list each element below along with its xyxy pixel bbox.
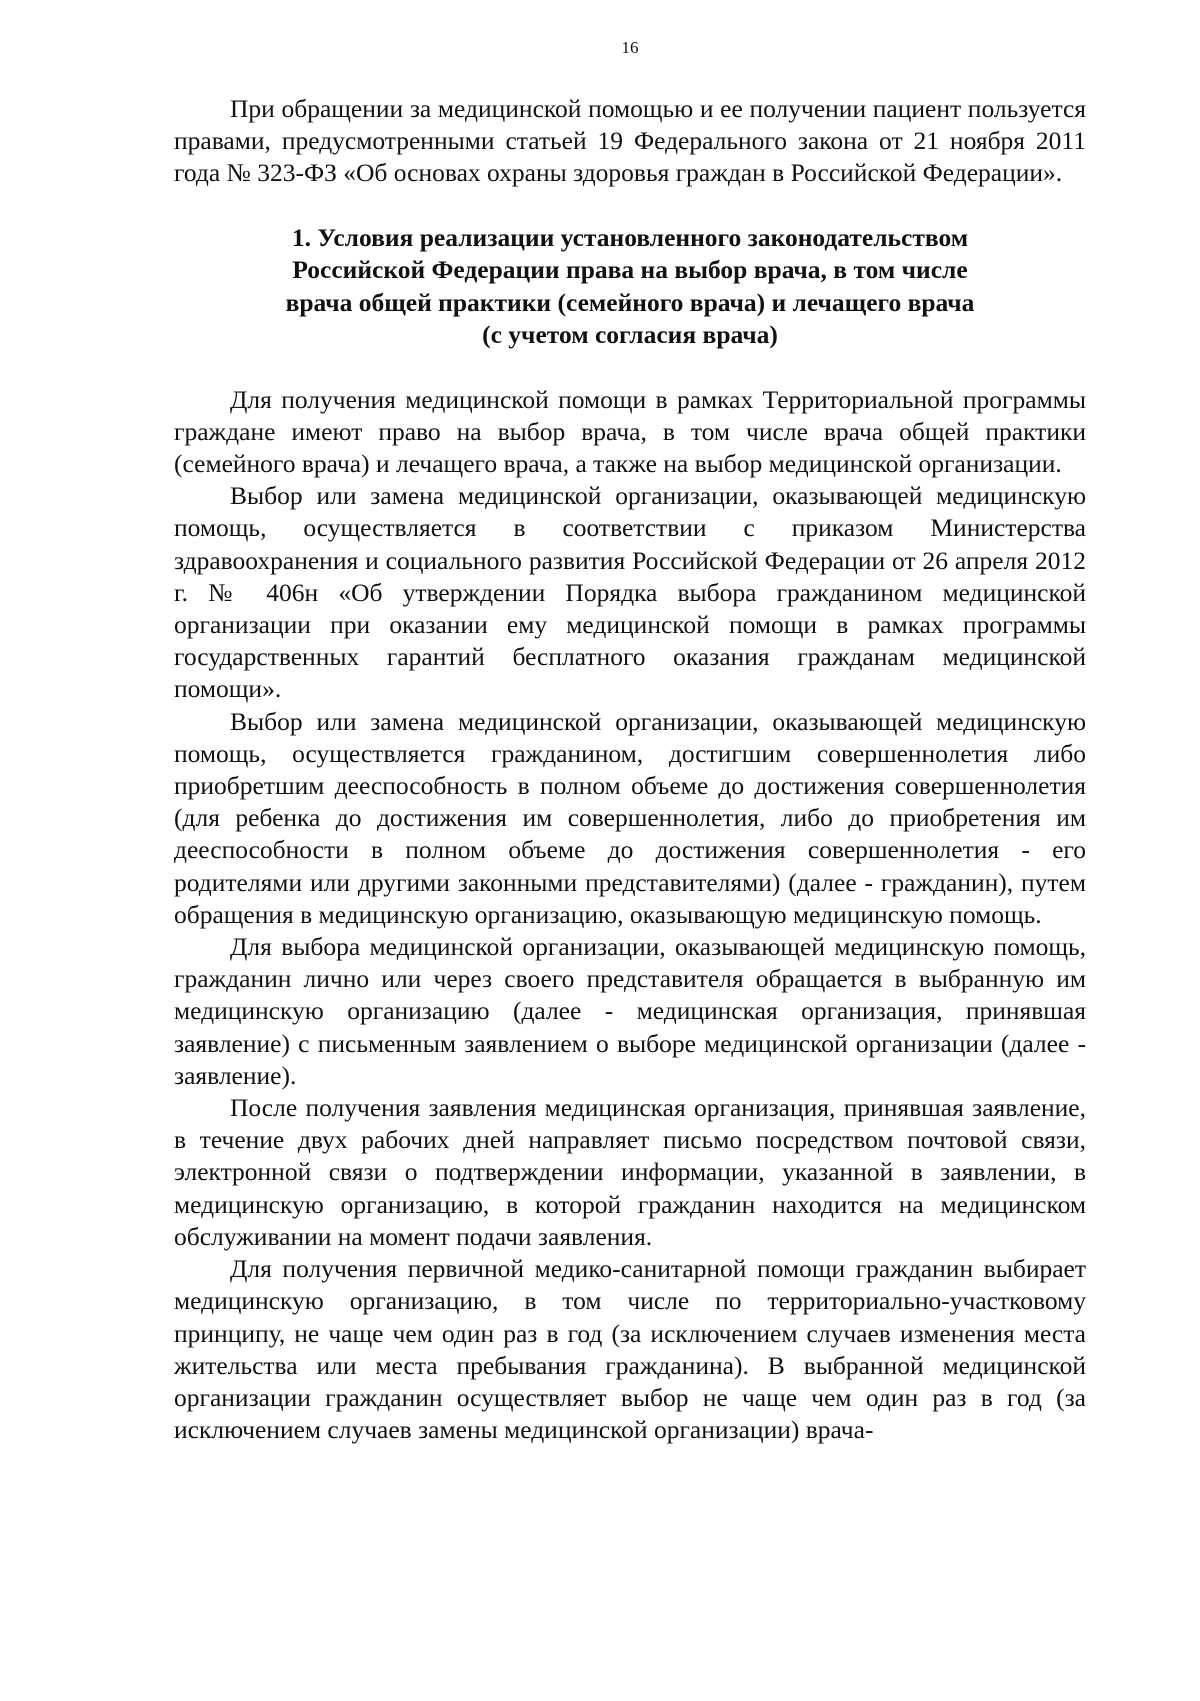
- body-paragraph: Выбор или замена медицинской организации, оказывающей медицинскую помощь, осуществляется гражданином, достигшим совершеннолетия либо приобретшим дееспособность в полном объеме до достижения совершеннолетия (для ребенка до достижения им совершеннолетия, либо до приобретения им дееспособности в полном объеме до достижения совершеннолетия - его родителями или другими законными представителями) (далее - гражданин), путем обращения в медицинскую организацию, оказывающую медицинскую помощь.: [174, 706, 1086, 929]
- section-heading-line: 1. Условия реализации установленного законодательством: [291, 222, 969, 252]
- section-heading-line: Российской Федерации права на выбор врача, в том числе: [292, 255, 968, 285]
- body-paragraph: Для получения первичной медико-санитарной помощи гражданин выбирает медицинскую организацию, в том числе по территориально-участковому принципу, не чаще чем один раз в год (за исключением случаев изменения места жительства или места пребывания гражданина). В выбранной медицинской организации гражданин осуществляет выбор не чаще чем один раз в год (за исключением случаев замены медицинской организации) врача-: [174, 1254, 1086, 1445]
- section-heading-line: (с учетом согласия врача): [482, 320, 778, 350]
- intro-paragraph: При обращении за медицинской помощью и ее получении пациент пользуется правами, предусмотренными статьей 19 Федерального закона от 21 ноября 2011 года № 323-ФЗ «Об основах охраны здоровья граждан в Российской Федерации».: [174, 94, 1086, 188]
- section-heading-line: врача общей практики (семейного врача) и лечащего врача: [285, 287, 975, 317]
- section-heading: [174, 222, 1086, 352]
- body-paragraph: Выбор или замена медицинской организации, оказывающей медицинскую помощь, осуществляется в соответствии с приказом Министерства здравоохранения и социального развития Российской Федерации от 26 апреля 2012 г. № 406н «Об утверждении Порядка выбора гражданином медицинской организации при оказании ему медицинской помощи в рамках программы государственных гарантий бесплатного оказания гражданам медицинской помощи».: [174, 481, 1086, 704]
- body-paragraph: После получения заявления медицинская организация, принявшая заявление, в течение двух рабочих дней направляет письмо посредством почтовой связи, электронной связи о подтверждении информации, указанной в заявлении, в медицинскую организацию, в которой гражданин находится на медицинском обслуживании на момент подачи заявления.: [174, 1093, 1086, 1251]
- page-number: 16: [621, 38, 639, 57]
- body-paragraph: Для получения медицинской помощи в рамках Территориальной программы граждане имеют право на выбор врача, в том числе врача общей практики (семейного врача) и лечащего врача, а также на выбор медицинской организации.: [174, 384, 1086, 479]
- body-paragraph: Для выбора медицинской организации, оказывающей медицинскую помощь, гражданин лично или через своего представителя обращается в выбранную им медицинскую организацию (далее - медицинская организация, принявшая заявление) с письменным заявлением о выборе медицинской организации (далее - заявление).: [174, 932, 1086, 1090]
